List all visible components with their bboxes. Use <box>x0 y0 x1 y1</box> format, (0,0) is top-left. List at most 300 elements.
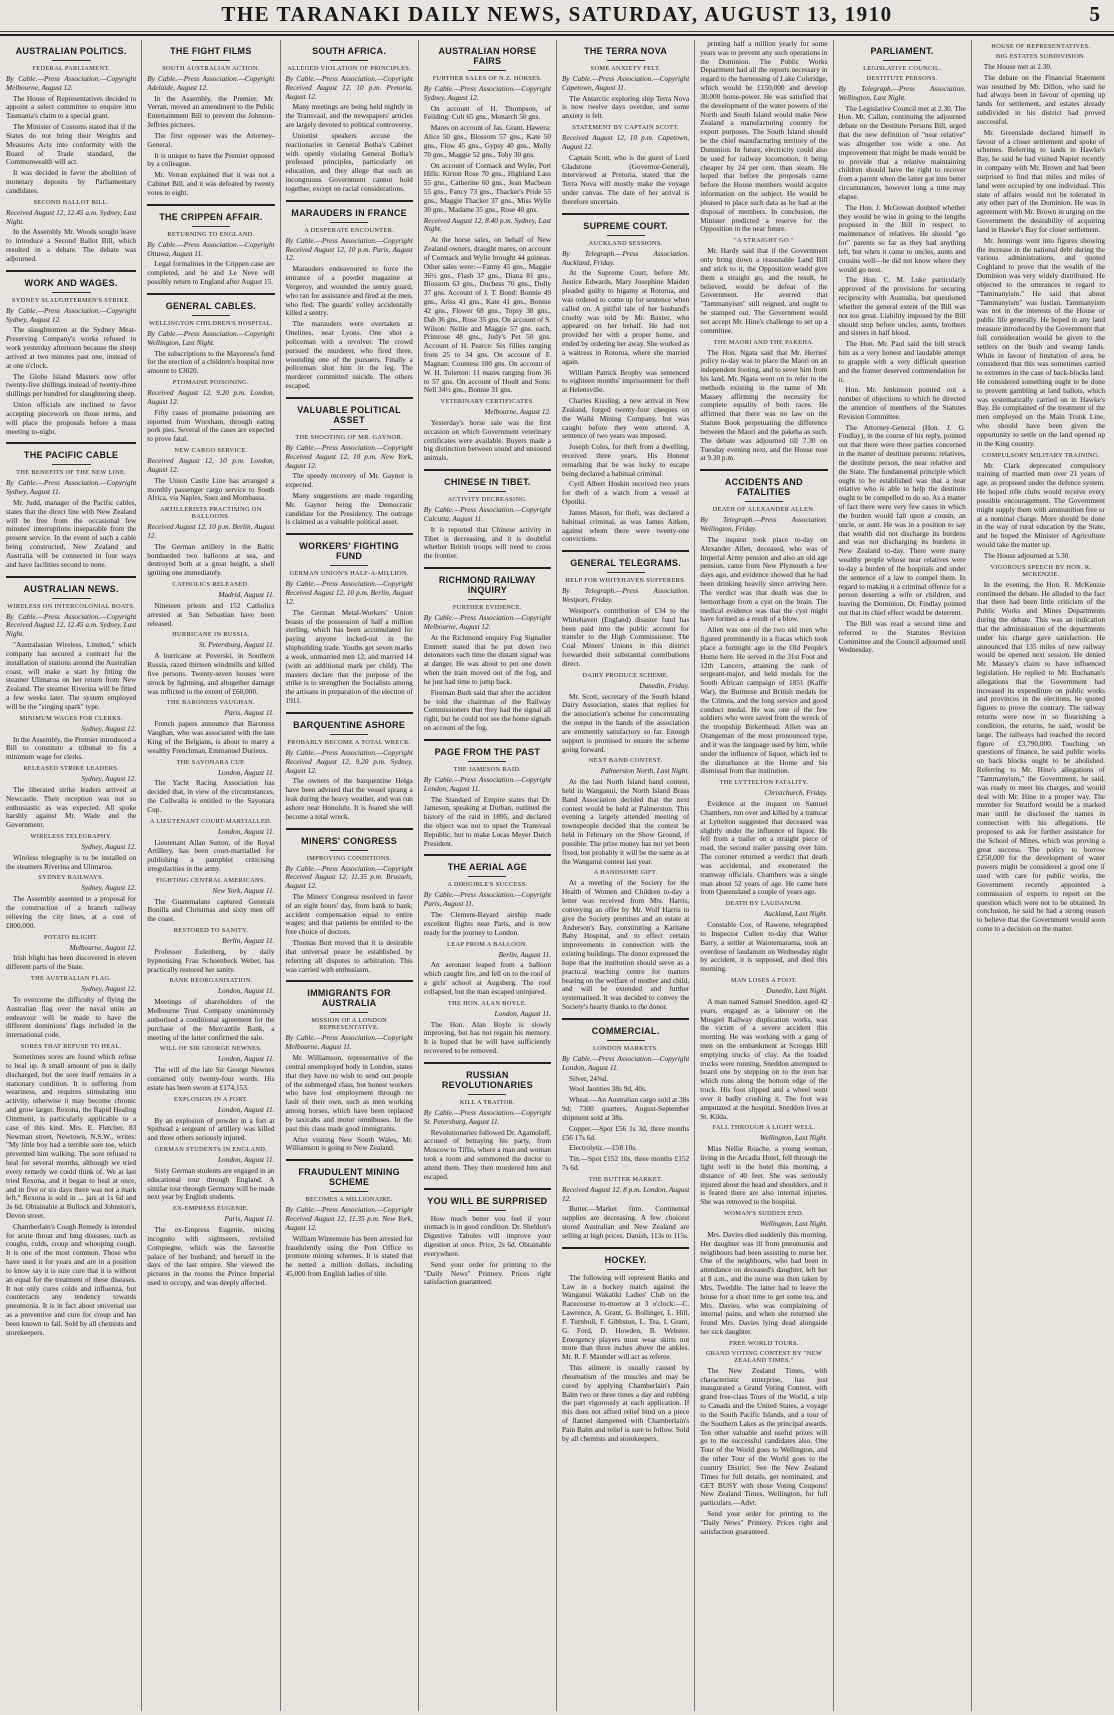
article-paragraph: By Cable.—Press Association.—Copyright Received August 12, 10 p.m. Berlin, August 12. <box>285 579 413 606</box>
subheading: WELLINGTON CHILDREN'S HOSPITAL. <box>149 319 273 327</box>
article-paragraph: Received August 12, 12.45 a.m. Sydney, Last Night. <box>6 207 137 226</box>
subheading: THE BARONESS VAUGHAN. <box>166 699 255 707</box>
section-heading: CHINESE IN TIBET. <box>444 477 531 488</box>
subheading: FALL THROUGH A LIGHT WELL. <box>712 1124 816 1132</box>
section-rule <box>424 1062 551 1064</box>
article-paragraph: The first opposer was the Attorney-General. <box>147 130 275 149</box>
subheading: "A STRAIGHT GO." <box>733 237 794 245</box>
article-paragraph: On account of Cormack and Wylie, Port Hills: Kirton Rose 70 gns., Highland Lass 55 gns., Catherine 60 gns., Jean Macbean 55 gns., Fancy 73 gns., Thacker's Pride 55 gns., Maggie Thacker 37 gns., Miss Wylie 30 gns., Madame 35 gns., Rose 40 gns. <box>423 160 551 214</box>
section-rule <box>424 854 551 856</box>
article-paragraph: The Attorney-General (Hon. J. G. Findlay), in the course of his reply, pointed out that there were three parties concerned in the matter of destitute persons: relatives, the destitute person, the near relative and the State. The fundamental principle which ought to be established was that a near relative who is able to help the destitute ought to be compelled to do so. As a matter of fact there were very few cases in which the burden would fall upon a cousin, an uncle, or aunt. He was in a position to say that wealth did not discharge its burdens and was not discharging its burdens in New Zealand to-day. There were many wealthy people whose near relatives were to-day a burden of the hospitals and under the sentence of a law to compel them. In regard to making it a criminal offence for a person deserting a wife or children, and leaving the Dominion, Dr. Findlay pointed out that its chief effect would be deterrent. <box>838 422 966 618</box>
column-1 <box>4 40 142 1711</box>
article-paragraph: At the last North Island band contest, held in Wanganui, the North Island Brass Band Association decided that the next contest would be held at Palmerston. This evening a largely attended meeting of townspeople decided that the contest be held in February on the Show Ground, if possible. The prize money has not yet been fixed, but probably it will be the same as at the Wanganui contest last year. <box>562 777 690 866</box>
subheading: WIRELESS ON INTERCOLONIAL BOATS. <box>7 602 136 610</box>
heading-rule <box>607 572 645 573</box>
article-paragraph: Berlin, August 11. <box>498 949 551 959</box>
article-paragraph: Send your order for printing to the "Daily News" Printery. Prices right satisfaction guaranteed. <box>423 1259 551 1287</box>
article-paragraph: The Hon. Alan Boyle is slowly improving, but has not regain his memory. It is hoped that he will have sufficiently recovered to be removed. <box>423 1019 551 1056</box>
article-paragraph: Dunedin, Last Night. <box>766 986 828 996</box>
article-paragraph: Hon. Mr. Jenkinson pointed out a number of objections to which he directed the attention of members of the Statutes Revision Committee. <box>838 385 966 421</box>
article-paragraph: The Clement-Bayard airship made excellent flights near Paris, and is now ready for the journey to London. <box>423 910 551 937</box>
subheading: A DIRIGIBLE'S SUCCESS. <box>447 881 528 889</box>
article-paragraph: Lieutenant Allan Sutton, of the Royal Artillery, has been court-martialled for publishing a pamphlet criticising irregularities in the army. <box>147 837 275 873</box>
article-paragraph: Constable Cox, of Rawene, telegraphed to Inspector Cullen to-day that Walter Barry, a settler at Waiotemarama, took an overdose of laudanum on Wednesday night by accident, it is supposed, and died this morning. <box>700 920 828 974</box>
article-paragraph: Copper.—Spot £56 1s 3d, three months £56 17s 6d. <box>562 1123 690 1142</box>
subheading: GERMAN STUDENTS IN ENGLAND. <box>154 1146 268 1154</box>
article-paragraph: Cyril Albert Hoskin received two years for theft of a watch from a vessel at Opotiki. <box>562 479 690 507</box>
article-paragraph: The Antarctic exploring ship Terra Nova is now twelve days overdue, and some anxiety is felt. <box>562 93 690 121</box>
section-rule <box>286 397 413 399</box>
section-rule <box>6 442 136 444</box>
article-paragraph: By Cable.—Press Association.—Copyright Received August 12, 10 p.m. Paris, August 12. <box>285 235 413 263</box>
subheading: FURTHER EVIDENCE. <box>452 604 522 612</box>
section-heading: THE PACIFIC CABLE <box>23 450 119 461</box>
article-paragraph: By Cable.—Press Association.—Copyright London, August 11. <box>562 1053 690 1072</box>
heading-rule <box>330 1191 368 1192</box>
article-paragraph: Joseph Coles, for theft from a dwelling, received three years, His Honour remarking that he was lucky to escape being declared a habitual criminal. <box>562 442 690 478</box>
subheading: GERMAN UNION'S HALF-A-MILLION. <box>289 570 409 578</box>
section-heading: ACCIDENTS AND FATALITIES <box>724 477 803 498</box>
article-paragraph: Tin.—Spot £152 10s, three months £152 7s 6d. <box>562 1154 690 1172</box>
section-heading: VALUABLE POLITICAL ASSET <box>297 404 401 425</box>
section-rule <box>286 533 413 535</box>
section-rule <box>562 550 689 552</box>
article-paragraph: Mr. Williamson, representative of the central unemployed body in London, states that they have no wish to send out people of the submerged class, but honest workers who have lost employment through no fault of their own, such as men working among horses, which have been replaced by taxicabs and motor omnibuses. In the past this class made good immigrants. <box>285 1053 413 1133</box>
article-paragraph: Fireman Burk said that after the accident he told the chairman of the Railway Commissioners that they had the signal all right, but he could not see the home signals on account of the fog. <box>423 687 551 733</box>
article-paragraph: At the horse sales, on behalf of New Zealand owners, draught mares, on account of Cormack and Wylie brought 44 guineas. Other sales were:—Fanny 45 gns., Maggie 36½ gns., Flash 37 gns., Diana 81 gns., Blossom 63 gns., Duchess 70 gns., Dolly 37 gns. Account of J. T. Bond: Bonnie 49 gns., Ariss 41 gns., Kate 41 gns., Bonnie 42 gns., Flower 68 gns., Topsy 38 gns., Dab 36 gns., Rose 35 gns. On account of S. Wilson: Nellie and Maggie 57 gns. each, Primrose 48 gns., Judy's Pet 50 gns. Account of H. Pearce: Six fillies ranging from 25 to 34 gns. On account of F. Magnan: Countess 100 gns. On account of W. H. Tolerton: 11 mares ranging from 36 to 57 gns. On account of Hoult and Sons: Nell 34½ gns., Bonnie 31 gns. <box>423 235 551 395</box>
article-paragraph: By Telegraph.—Press Association. Wellington, Last Night. <box>838 84 966 102</box>
section-rule <box>700 469 827 471</box>
article-paragraph: It was decided in favor the abolition of monetary deposits by Parliamentary candidates. <box>6 168 137 195</box>
section-heading: THE FIGHT FILMS <box>170 46 252 56</box>
section-heading: THE AERIAL AGE <box>447 862 528 873</box>
article-paragraph: Miss Nellie Roache, a young woman, living in the Arcadia Hotel, fell through the light well in the hotel this morning, a distance of 40 feet. She was seriously injured about the head and shoulders, and it is feared there are also internal injuries. She was removed to the hospital. <box>700 1144 828 1207</box>
subheading: FEDERAL PARLIAMENT. <box>32 65 110 72</box>
article-paragraph: Wheat.—An Australian cargo sold at 38s 9d; 7300 quarters, August-September shipment sold at 38s. <box>562 1095 690 1122</box>
section-heading: YOU WILL BE SURPRISED <box>427 1195 548 1206</box>
subheading: KILL A TRAITOR. <box>459 1098 515 1106</box>
article-paragraph: On account of H. Thompson, of Feilding: Colt 65 gns., Monarch 50 gns. <box>423 103 551 122</box>
article-paragraph: The speedy recovery of Mr. Gaynor is expected. <box>285 471 413 490</box>
article-paragraph: Mrs. Davies died suddenly this morning. Her daughter was ill from pneumonia and neighbours had been assisting to nurse her. One of the neighbours, who had been in attendance on deceased's daughter, left her at 8 a.m., and the nurse was then taken by Mrs. Tweddle. The latter had to leave the house for a short time to get some tea, and Mrs. Davies, who was complaining of internal pains, and when she returned she found Mrs. Davies lying dead alongside her sick daughter. <box>700 1229 828 1336</box>
article-paragraph: William Wintemute has been arrested for fraudulently using the Post Office to promote mining schemes. It is stated that he netted a million dollars, including 45,000 from English ladies of title. <box>285 1233 413 1279</box>
subheading: BECOMES A MILLIONAIRE. <box>305 1196 393 1204</box>
article-paragraph: By Cable.—Press Association.—Copyright St. Petersburg, August 11. <box>423 1107 551 1126</box>
article-paragraph: By Cable.—Press Association.—Copyright Sydney, August 12. <box>423 84 551 102</box>
article-paragraph: Butter.—Market firm. Continental supplies are decreasing. A few choicest stored Australian and New Zealand are selling at high prices. Danish, 113s to 115s. <box>562 1204 690 1240</box>
article-paragraph: Mares on account of Jas. Grant, Hawera: Alice 50 gns., Blossom 57 gns., Kate 50 gns., Flow 45 gns., Gypsy 40 gns., Molly 70 gns., Maggie 52 gns., Toby 30 gns. <box>423 123 551 159</box>
subheading: VIGOROUS SPEECH BY HON. R. MCKENZIE. <box>990 563 1092 578</box>
heading-rule <box>745 501 783 502</box>
article-paragraph: Meetings of shareholders of the Melbourne Trust Company unanimously authorised a conditional agreement for the purchase of the Mercantile Bank, a meeting of the latter confirmed the sale. <box>147 997 275 1042</box>
article-paragraph: Palmerston North, Last Night. <box>600 766 690 776</box>
page-number: 5 <box>1089 2 1100 26</box>
heading-rule <box>192 226 230 227</box>
article-paragraph: An aeronaut leaped from a balloon which caught fire, and fell on to the roof of a girls' school at Augsberg. The roof collapsed, but the man escaped uninjured. <box>423 960 551 996</box>
article-paragraph: Silver, 24⅝d. <box>569 1073 609 1083</box>
heading-rule <box>468 1094 506 1095</box>
article-paragraph: By Cable.—Press Association.—Copyright Received August 12, 11.35 p.m. New York, August 12. <box>285 1205 413 1232</box>
heading-rule <box>52 464 91 465</box>
heading-rule <box>330 734 368 735</box>
section-heading: RUSSIAN REVOLUTIONARIES <box>441 1069 533 1090</box>
subheading: PROBABLY BECOME A TOTAL WRECK. <box>287 738 411 746</box>
subheading: RELEASED STRIKE LEADERS. <box>23 765 120 773</box>
article-paragraph: The Assembly assented to a proposal for the construction of a branch railway relieving the city lines, at a cost of £800,000. <box>6 894 137 930</box>
article-paragraph: Union officials are inclined to favor accepting piecework on those terms, and will place the proposals before a mass meeting to-night. <box>6 400 137 436</box>
article-paragraph: Wellington, Last Night. <box>760 1219 828 1229</box>
article-paragraph: The will of the late Sir George Newnes contained only twenty-four words. His estate has been sworn at £174,153. <box>147 1065 275 1092</box>
heading-rule <box>192 315 230 316</box>
article-paragraph: Thomas Burt moved that it is desirable that universal peace be established by referring all disputes to arbitration. This was carried with enthusiasm. <box>285 938 413 974</box>
article-paragraph: Legal formalities in the Crippen case are completed, and he and Le Neve will possibly return to England after August 15. <box>147 259 275 287</box>
article-paragraph: The Yacht Racing Association has decided that, in view of the circumstances, the Cullwalla is entitled to the Sayonara Cup. <box>147 778 275 814</box>
article-paragraph: By an explosion of powder in a fort at Spithead a sergeant of artillery was killed and three others seriously injured. <box>147 1115 275 1143</box>
subheading: SECOND BALLOT BILL. <box>33 198 109 206</box>
article-paragraph: Received August 12, 8 p.m. London, August 12. <box>562 1184 690 1203</box>
section-heading: RICHMOND RAILWAY INQUIRY <box>438 575 536 596</box>
article-paragraph: Mr. Jennings went into figures showing the increase in the national debt during the various administrations, and quoted Coghland to prove that the wealth of the Dominion was very widely distributed. He objected to the utterances in regard to "Tammanyism." He said that about "Tammanyism" was fustian. Tammanyism was not in the interests of the House or public life generally. He hoped in any land measure introduced by the Government that full consideration would be given to the settlers on the bush and swamp lands. While in favour of limitation of area, he considered that this was sometimes carried to extremes in the case of back-blocks land. He considered something ought to be done to prevent gambling at land ballots, which was systematically carried on in Hawke's Bay. He complained of the treatment of the men employed on the Main Trunk Line, who should have been given the opportunity to settle on the land opened up in the King country. <box>976 235 1106 448</box>
heading-rule <box>52 292 91 293</box>
article-paragraph: Many meetings are being held nightly in the Transvaal, and the newspapers' articles are largely devoted to political controversy. <box>285 102 413 130</box>
article-paragraph: The owners of the barquentine Helga have been advised that the vessel sprang a leak during the heavy weather, and was run ashore near Honolulu. It is feared she will become a total wreck. <box>285 776 413 821</box>
heading-rule <box>607 60 645 61</box>
section-rule <box>286 200 413 202</box>
subheading: RESTORED TO SANITY. <box>173 927 249 935</box>
section-rule <box>562 1247 689 1249</box>
subheading: NEW CARGO SERVICE. <box>174 447 248 455</box>
subheading: VETERINARY CERTIFICATES. <box>440 398 535 406</box>
heading-rule <box>883 60 921 61</box>
article-paragraph: Wool Jaonties 38s 9d, 40s. <box>569 1084 647 1094</box>
article-paragraph: Melbourne, August 12. <box>69 942 137 952</box>
section-rule <box>424 1188 551 1190</box>
section-heading: MINERS' CONGRESS <box>301 835 398 846</box>
article-paragraph: printing half a million yearly for some years was to prevent any such operations in the Dominion. The Public Works Department had all the reports necessary in regard to the harnessing of Lake Coleridge, which would be £150,000 and develop 30,000 horse-power. He was satisfied that the development of the water powers of the North and South Island would make New Zealand a manufacturing country for export purposes. The South Island should be the chief manufacturing territory of the Dominion. In future, electricity could also be used for railway locomotion, it being cheaper by 24 per cent. than steam. He hoped that before the proposals came before the House members would acquire information on the subject. He would be pleased to place such data as he had at the disposal of members. In conclusion, the Minister predicted a reserve for the Opposition in the near future. <box>700 40 828 234</box>
heading-rule <box>468 1210 506 1211</box>
subheading: THE JAMESON RAID. <box>453 765 522 773</box>
article-paragraph: The Hon. Ngata said that Mr. Herries' policy to-day was to place the Maori on an independent footing, and to sever him from his land. Mr. Ngata went on to refer to the methods existing in the name of Mr. Massey affirming the necessity for complete equality of both races. He affirmed that there was no law on the Statute Book perpetuating the difference between the Maori and the pakeha as such. The debate was adjourned till 7.30 on Tuesday evening next, and the House rose at 9.30 p.m. <box>700 347 828 463</box>
subheading: THE SAYONARA CUP. <box>176 758 246 766</box>
subheading: THE HON. ALAN BOYLE. <box>447 999 527 1007</box>
column-3 <box>281 40 419 1711</box>
section-heading: IMMIGRANTS FOR AUSTRALIA <box>307 988 391 1009</box>
article-paragraph: Mr. Greenslade declared himself in favour of a closer settlement and spoke of schemes. Referring to lands in Hawke's Bay, he said he had visited Napier recently in company with Mr. Brown and had been surprised to find that miles and miles of land were occupied by one individual. This state of affairs would not be tolerated in any other part of the Dominion. He was in agreement with Mr. Brown in urging on the Government the desirability of acquiring land in Hawke's Bay for closer settlement. <box>976 127 1105 234</box>
section-rule <box>286 980 413 982</box>
article-paragraph: The Hon. J. McGowan doubted whether they would be wise in going to the lengths proposed in the Bill in respect to maintenance of relatives. He should "go for" parents so far as they had anything left, but when it came to uncles, aunts and cousins well—he did not know where they would go next. <box>838 202 966 274</box>
article-paragraph: By Cable.—Press Association.—Copyright Sydney, August 12. <box>6 305 137 324</box>
article-paragraph: The Union Castle Line has arranged a monthly passenger cargo service to South Africa, via Naples, Suez and Mombassa. <box>147 475 275 503</box>
heading-rule <box>468 491 506 492</box>
subheading: MISSION OF A LONDON REPRESENTATIVE. <box>311 1017 388 1032</box>
subheading: THE BENEFITS OF THE NEW LINE. <box>16 469 127 477</box>
subheading: A HANDSOME GIFT. <box>593 869 658 877</box>
article-paragraph: Mr. Clark deprecated compulsory training of married men over 21 years of age, as proposed under the defence system. He hoped rifle clubs would receive every possible encouragement. The Government might supply them with ammunition free or at a nominal charge. More should be done in the way of rural education by the State, and he hoped the Minister of Agriculture would take the matter up. <box>976 460 1105 550</box>
article-paragraph: Received August 12, 10 p.m. Capetown, August 12. <box>562 133 690 151</box>
subheading: GRAND VOTING CONTEST BY "NEW ZEALAND TIMES." <box>705 1349 823 1364</box>
article-paragraph: How much better you feel if your stomach is in good condition. Dr. Sheldon's Digestive Tabules will improve your digestion at once. Price, 2s 6d. Obtainable everywhere. <box>423 1213 551 1258</box>
article-paragraph: Received August 12, 8.40 p.m. Sydney, Last Night. <box>423 215 551 234</box>
heading-rule <box>468 761 506 762</box>
article-paragraph: It is unique to have the Premier opposed by a colleague. <box>147 150 275 169</box>
column-8 <box>972 40 1110 1711</box>
article-paragraph: The debate on the Financial Statement was resumed by Mr. Dillon, who said he had always been in favour of opening up lands for settlement, and estates already subdivided in his district had proved successful. <box>976 72 1105 126</box>
article-paragraph: Electrolytic.—£58 10s. <box>569 1143 637 1153</box>
section-heading: COMMERCIAL. <box>591 1025 660 1036</box>
article-paragraph: By Cable.—Press Association.—Copyright Received August 12, 12.45 a.m. Sydney, Last Night. <box>6 611 137 639</box>
article-paragraph: Christchurch, Friday. <box>764 788 828 798</box>
article-paragraph: By Cable.—Press Association.—Copyright London, August 11. <box>423 774 551 793</box>
article-paragraph: Nineteen priests and 152 Catholics arrested at San Sebastian have been released. <box>147 600 275 628</box>
article-paragraph: The New Zealand Times, with characteristic enterprise, has just inaugurated a Grand Voting Contest, with grand free-class Tours of the World, a trip to Canada and the United States, a voyage to the South Pacific Islands, and a tour of the Southern Lakes as the principal awards. Ten other valuable and useful prizes will go to the successful candidates also. One Tour of the World goes to Wellington, and the other Tour of the World goes to the country District. See the New Zealand Times for full details, get nominated, and GET BUSY with those Voting Coupons! New Zealand Times, Wellington, for full particulars.—Advt. <box>700 1365 828 1508</box>
section-heading: PAGE FROM THE PAST <box>434 746 541 757</box>
article-paragraph: By Cable.—Press Association.—Copyright Adelaide, August 12. <box>147 74 275 92</box>
article-paragraph: The Standard of Empire states that Dr. Jameson, speaking at Durban, outlined the history of the raid in 1895, and declared the object was not to upset the Transvaal Republic, but to make Lucas Meyer Dutch President. <box>423 794 551 848</box>
heading-rule <box>192 60 230 61</box>
column-7 <box>834 40 972 1711</box>
subheading: BANK REORGANISATION. <box>169 977 253 985</box>
article-paragraph: By Cable.—Press Association.—Copyright Received August 12, 10 p.m. Pretoria, August 12. <box>285 74 413 101</box>
article-paragraph: The Minister of Customs stated that if the States do not bring their Weights and Measures Acts into conformity with the Board of Trade standard, the Commonwealth will act. <box>6 122 137 167</box>
article-paragraph: Send your order for printing to the "Daily News" Printery. Prices right and satisfaction guaranteed. <box>700 1509 828 1536</box>
article-paragraph: The ex-Empress Eugenie, mixing incognito with sightseers, revisited Compiegne, which was the favourite palace of her husband, and herself in the days of the last empire. She viewed the pictures in the rooms the Prince Imperial used to occupy, and was deeply affected. <box>147 1225 275 1287</box>
article-paragraph: By Cable.—Press Association.—Copyright Received August 12, 10 p.m. New York, August 12. <box>285 442 413 470</box>
article-paragraph: Wireless telegraphy is to be installed on the steamers Riverina and Ulimaroa. <box>6 852 137 871</box>
article-paragraph: By Cable.—Press Association.—Copyright Melbourne, August 12. <box>6 74 137 92</box>
subheading: THE BUTTER MARKET. <box>588 1175 663 1183</box>
article-paragraph: By Cable.—Press Association.—Copyright Capetown, August 11. <box>562 74 690 92</box>
article-paragraph: London, August 11. <box>218 986 275 996</box>
heading-rule <box>468 876 506 877</box>
subheading: THE MAORI AND THE PAKEHA. <box>713 338 815 346</box>
article-paragraph: At the Richmond enquiry Fog Signaller Emmett stated that he put down two detonators each time the distant signal was at danger. He was about to put one down when the train moved out of the fog, and he just had time to jump back. <box>423 632 551 686</box>
subheading: A LIEUTENANT COURT-MARTIALLED. <box>149 817 272 825</box>
article-paragraph: At the Supreme Court, before Mr. Justice Edwards, Mary Josephine Maiden pleaded guilty to bigamy at Rotorua, and was ordered to come up for sentence when called on. A pitiful tale of her husband's cruelty was told by Mr. Baxter, who appeared on her behalf. He had not provided her with a proper home, and ended by ordering her away. She worked as a waitress in Rotorua, where she married again. <box>562 268 690 366</box>
column-4 <box>419 40 557 1711</box>
heading-rule <box>468 70 506 71</box>
article-paragraph: Sydney, August 12. <box>81 984 137 994</box>
article-paragraph: Chamberlain's Cough Remedy is intended for acute throat and lung diseases, such as coughs, colds, croup and whooping cough. It is one of the most common. Those who have used it for years and are in a position to know say it is sure cure that it is without an equal for the treatment of these diseases. It not only cures colds and influenza, but counteracts any tendency towards pneumonia. It is in fact about universal use as a preventive and cure for croup and has been known to fail. Sold by all chemists and storekeepers. <box>6 1221 137 1337</box>
heading-rule <box>330 1012 368 1013</box>
section-rule <box>286 712 413 714</box>
subheading: FIGHTING CENTRAL AMERICANS. <box>156 876 266 884</box>
subheading: SOUTH AUSTRALIAN ACTION. <box>162 65 260 72</box>
subheading: PTOMAINE POISONING. <box>172 379 249 387</box>
article-paragraph: By Cable.—Press Association.—Copyright Melbourne, August 11. <box>285 1033 413 1052</box>
article-paragraph: It is reported that Chinese activity in Tibet is decreasing, and it is doubtful whether British troops will need to cross the frontier. <box>423 524 551 561</box>
article-paragraph: James Mason, for theft, was declared a habitual criminal, as was James Aitken, against whom there were twenty-one convictions. <box>562 507 690 544</box>
subheading: THE AUSTRALIAN FLAG. <box>30 975 112 983</box>
article-paragraph: The Guatemalans captured Generals Bonilla and Christmas and sixty men off the coast. <box>147 896 275 924</box>
article-paragraph: Sydney, August 12. <box>81 723 137 733</box>
subheading: RETURNING TO ENGLAND. <box>167 230 255 238</box>
article-paragraph: London, August 11. <box>218 826 275 836</box>
article-paragraph: In the Assembly, the Premier introduced a Bill to constitute a tribunal to fix a minimum wage for clerks. <box>6 734 137 762</box>
article-paragraph: Paris, August 11. <box>224 1214 275 1224</box>
section-heading: BARQUENTINE ASHORE <box>293 719 406 730</box>
article-paragraph: Sometimes sores are found which refuse to heal up. A small amount of pus is daily discharged, but the sore itself remains in a stationary condition. It is suffering from weariness, and requires stimulating into activity, otherwise it may become chronic and grow larger. Rexona, the Rapid Healing Ointment, is particularly applicable to a case of this kind. Mrs. E. Fletcher, 83 Newman street, Newtown, N.S.W., writes: "My little boy had a terrible sore toe, which prevented him walking. The sore refused to heal for several months, although we tried every remedy we could think of. We at last tried Rexona, and it began to heal at once, and in five or six days there was not a mark left." Rexona is sold in ... jars at 1s 6d and 3s 6d. Obtainable at Bullock and Johnston's, Devon street. <box>6 1052 137 1220</box>
article-paragraph: Received August 12, 9.20 p.m. London, August 12. <box>147 388 275 406</box>
article-paragraph: The following will represent Banks and Law in a hockey match against the Wanganui Wakatiki Ladies' Club on the Racecourse to-morrow at 3 o'clock:—C. Lawrence, A. Grant, G. Bollinger, L. Hill, F. Turnbull, F. Gibbston, L. Tea, I. Grant, G. Ford, D. Howden, B. Webster. Emergency players must wear skirts not more than three inches above the ankles. Mr. R. F. Maunder will act as referee. <box>562 1272 690 1362</box>
heading-rule <box>52 598 91 599</box>
heading-rule <box>330 850 368 851</box>
heading-rule <box>52 60 91 61</box>
article-paragraph: The inquest took place to-day on Alexander Allen, deceased, who was of Imperial Army pension and also an old age pension, came from New Plymouth a few days ago, and evidence showed that he had been drinking heavily since arriving here. The verdict was that death was due to hemorrhage from a cyst on the brain. The medical evidence was that the cyst might have formed as a result of a blow. <box>700 534 828 624</box>
subheading: AUCKLAND SESSIONS. <box>588 239 663 247</box>
subheading: EXPLOSION IN A FORT. <box>173 1095 248 1103</box>
column-5 <box>557 40 695 1711</box>
article-paragraph: "Australasian Wireless, Limited," which company has secured a contract for the installation of stations around the Australian coast, will make a start by fitting the steamer Ulimaroa on her return from New Zealand. The steamer Riverina will be fitted a few weeks later. The system employed will be the "singing spark" type. <box>6 640 137 711</box>
section-rule <box>286 828 413 830</box>
section-heading: AUSTRALIAN NEWS. <box>23 583 119 594</box>
article-paragraph: The slaughtermen at the Sydney Meat-Preserving Company's works refused to work yesterday afternoon because the sheep arrived at two minutes past one, instead of at one o'clock. <box>6 325 137 370</box>
subheading: THE LYTTELTON FATALITY. <box>719 779 809 787</box>
article-paragraph: St. Petersburg, August 11. <box>198 640 275 650</box>
article-paragraph: In the Assembly, the Premier, Mr. Verran, moved an amendment to the Public Entertainment Bill to prevent the Johnson-Jeffries pictures. <box>147 93 275 130</box>
article-paragraph: Unionist speakers accuse the reactionaries in General Botha's Cabinet with openly violating General Botha's professed principles, particularly on education, and they allege that such an incongruous Government cannot hold together, except on racial considerations. <box>285 130 413 193</box>
article-paragraph: Mr. Judd, manager of the Pacific cables, states that the direct line with New Zealand will be free from the occasional few minutes' interruptions inseparable from the present service. In the event of such a cable being constructed, New Zealand and Australia will be connected in four ways and have facilities second to none. <box>6 497 137 569</box>
subheading: POTATO BLIGHT. <box>44 933 99 941</box>
article-paragraph: The subscriptions to the Mayoress's fund for the erection of a children's hospital now amount to £3020. <box>147 348 275 376</box>
article-paragraph: Auckland, Last Night. <box>763 909 828 919</box>
subheading: ARTILLERISTS PRACTISING ON BALLOONS. <box>160 506 262 521</box>
article-paragraph: Dunedin, Friday. <box>639 680 690 690</box>
subheading: DESTITUTE PERSONS. <box>866 75 938 82</box>
article-paragraph: Sixty German students are engaged in an educational tour through England. A similar tour through Germany will be made next year by English students. <box>147 1165 275 1202</box>
article-paragraph: By Cable.—Press Association.—Copyright Received August 12, 9.20 p.m. Sydney, August 12. <box>285 747 413 775</box>
subheading: EX-EMPRESS EUGENIE. <box>173 1205 249 1213</box>
article-paragraph: To overcome the difficulty of flying the Australian flag over the naval units an endeavour will be made to have the different dominions' flags included in the international code. <box>6 994 137 1040</box>
article-paragraph: Charles Kissling, a new arrival in New Zealand, forged twenty-four cheques on the Waihi Mining Company, but was caught before they were uttered. A sentence of two years was imposed. <box>562 396 690 441</box>
article-paragraph: At a meeting of the Society for the Health of Women and Children to-day a letter was received from Mrs. Harris, conveying an offer by Mr. Wolf Harris to give the Society premises and an estate at Anderson's Bay, constituting a Karitane Baby Hospital, and to effect certain improvements in connection with the existing buildings. The donor expressed the hope that the institution should serve as a practical teaching centre for matters bearing on the welfare of mother and child, and will be extended and further systematised. It was decided to convey the Society's hearty thanks to the donor. <box>562 878 690 1012</box>
article-paragraph: The German artillery in the Baltic bombarded two balloons at sea, and destroyed both at a great height, a shell igniting one immediately. <box>147 541 275 578</box>
subheading: WOMAN'S SUDDEN END. <box>723 1210 804 1218</box>
article-paragraph: By Cable.—Press Association.—Copyright Paris, August 11. <box>423 890 551 909</box>
masthead-title: THE TARANAKI DAILY NEWS, SATURDAY, AUGUST 13, 1910 <box>221 2 893 26</box>
article-paragraph: After visiting New South Wales, Mr. Williamson is going to New Zealand. <box>285 1134 413 1153</box>
article-paragraph: Mr. Verran explained that it was not a Cabinet Bill, and it was defeated by twenty votes to eight. <box>147 170 275 197</box>
section-heading: GENERAL CABLES. <box>165 300 257 311</box>
article-paragraph: By Cable.—Press Association.—Copyright Wellington, Last Night. <box>147 328 275 347</box>
section-heading: FRAUDULENT MINING SCHEME <box>298 1167 400 1188</box>
article-paragraph: The House of Representatives decided to appoint a select committee to enquire into Tasmania's claim to a special grant. <box>6 93 137 121</box>
section-rule <box>286 1159 413 1161</box>
article-paragraph: Professor Eulenberg, by daily hypnotising Frau Schoenbeck Weber, has practically restored her sanity. <box>147 946 275 974</box>
article-paragraph: Fifty cases of ptomaine poisoning are reported from Wrexham, through eating pork pies. Several of the cases are expected to prove fatal. <box>147 407 275 444</box>
article-paragraph: Berlin, August 11. <box>222 936 275 946</box>
subheading: HOUSE OF REPRESENTATIVES. <box>991 43 1091 50</box>
section-rule <box>424 739 551 741</box>
subheading: COMPULSORY MILITARY TRAINING. <box>982 451 1100 459</box>
subheading: DEATH BY LAUDANUM. <box>725 900 803 908</box>
section-heading: HOCKEY. <box>604 1254 647 1265</box>
article-paragraph: A hurricane at Poverski, in Southern Russia, razed thirteen windmills and killed five persons. Twenty-seven houses were struck by lightning, and altogether damage was inflicted to the extent of £60,000. <box>147 651 275 696</box>
section-rule <box>562 1018 689 1020</box>
article-paragraph: Many suggestions are made regarding Mr. Gaynor being the Democratic candidate for the Presidency. The outrage is claimed as a valuable political asset. <box>285 490 413 527</box>
article-paragraph: The House met at 2.30. <box>983 62 1052 71</box>
section-rule <box>6 270 136 272</box>
article-paragraph: Wellington, Last Night. <box>760 1133 828 1143</box>
article-paragraph: Yesterday's horse sale was the first occasion on which Government veterinary certificates were available. Buyers made a big distinction between sound and unsound animals. <box>423 417 551 463</box>
subheading: SORES THAT REFUSE TO HEAL. <box>20 1043 122 1051</box>
subheading: MAN LOSES A FOOT. <box>730 977 797 985</box>
section-rule <box>424 469 551 471</box>
subheading: WIRELESS TELEGRAPHY. <box>30 833 112 840</box>
article-paragraph: This ailment is usually caused by rheumatism of the muscles and may be cured by applying Chamberlain's Pain Balm two or three times a day and rubbing the part vigorously at each application. If this does not afford relief bind on a piece of flannel dampened with Chamberlain's Pain Balm and relief is sure to follow. Sold by all chemists and storekeepers. <box>562 1363 690 1443</box>
subheading: CATHOLICS RELEASED. <box>172 581 250 589</box>
article-paragraph: Revolutionaries followed Dr. Agamoloff, accused of betraying his party, from Moscow to Tiflis, where a man and woman took a room and summoned the doctor to attend them. They then murdered him and escaped. <box>423 1127 551 1181</box>
article-columns <box>4 40 1110 1711</box>
article-paragraph: The Globe Island Masters now offer twenty-five shillings instead of twenty-three shillings per hundred for slaughtering sheep. <box>6 371 137 399</box>
subheading: FURTHER SALES OF N.Z. HORSES. <box>432 75 543 82</box>
article-paragraph: London, August 11. <box>218 767 275 777</box>
article-paragraph: By Cable.—Press Association.—Copyright Ottawa, August 11. <box>147 239 275 258</box>
masthead-rule <box>0 31 1114 32</box>
article-paragraph: Allen was one of the two old men who figured prominently in a fracas which took place a fortnight ago in the Old People's Home here. He served in the 31st Foot and 12th Lancers, attaining the rank of sergeant-major, and held medals for the South African campaign of 1851 (Kaffir War), the Burmese and British medals for the Crimea, and the long service and good conduct medal. He was one of the few soldiers who were saved from the wreck of the troopship Birkenhead. Allen was an Orangeman of the most pronounced type, and it was the language used by him, while under the influence of liquor, which led to the disturbance at the Home and his dismissal from that institution. <box>700 625 828 776</box>
article-paragraph: London, August 11. <box>218 1054 275 1064</box>
article-paragraph: The German Metal-Workers' Union boasts of the possession of half a million sterling, which has been accumulated for paying anyone locked-out in the shipbuilding trade. Youths get seven marks a week, unmarried men 12, and married 14 (with an additional mark per child). The masters declare that the purpose of the strike is to strengthen the Socialists among the artisans in preparation of the election of 1911. <box>285 607 413 706</box>
subheading: FREE WORLD TOURS. <box>729 1339 799 1347</box>
article-paragraph: Sydney, August 12. <box>81 842 137 851</box>
article-paragraph: William Patrick Brophy was sentenced to eighteen months' imprisonment for theft at Helensville. <box>562 367 690 395</box>
subheading: SOME ANXIETY FELT. <box>590 65 661 72</box>
article-paragraph: By Cable.—Press Association.—Copyright Calcutta, August 11. <box>423 505 551 523</box>
article-paragraph: Madrid, August 11. <box>218 590 275 600</box>
section-heading: WORK AND WAGES. <box>24 277 118 288</box>
section-heading: AUSTRALIAN HORSE FAIRS <box>438 46 537 66</box>
article-paragraph: London, August 11. <box>218 1104 275 1114</box>
section-heading: MARAUDERS IN FRANCE <box>291 207 407 218</box>
section-rule <box>424 567 551 569</box>
heading-rule <box>330 429 368 430</box>
section-heading: PARLIAMENT. <box>870 46 934 56</box>
subheading: NEXT BAND CONTEST. <box>588 757 663 765</box>
article-paragraph: Paris, August 11. <box>224 708 275 718</box>
section-rule <box>147 293 274 295</box>
section-heading: SUPREME COURT. <box>583 220 668 231</box>
article-paragraph: Mr. Hardy said that if the Government only bring down a reasonable Land Bill and stick to it, the Opposition would give them a straight go, and the result, he believed, would be defeat of the Government. He averred that "Tammanyism" still reigned, and ought to be stamped out. The Government would not accept Mr. Hine's challenge to set up a committee. <box>700 246 828 335</box>
article-paragraph: Sydney, August 12. <box>81 774 137 784</box>
article-paragraph: Received August 12, 10 p.m. Berlin, August 12. <box>147 522 275 540</box>
article-paragraph: By Telegraph.—Press Association. Auckland, Friday. <box>562 248 690 267</box>
heading-rule <box>330 565 368 566</box>
article-paragraph: Melbourne, August 12. <box>484 407 551 417</box>
section-heading: AUSTRALIAN POLITICS. <box>15 46 127 56</box>
article-paragraph: Irish blight has been discovered in eleven different parts of the State. <box>6 953 137 972</box>
article-paragraph: By Cable.—Press Association.—Copyright Melbourne, August 12. <box>423 613 551 631</box>
article-paragraph: Mr. Scott, secretary of the South Island Dairy Association, states that replies for the association's scheme for concentrating the output in the hands of the association are eminently satisfactory so far. Enough support is promised to ensure the scheme going forward. <box>562 691 690 754</box>
subheading: THE SHOOTING OF MR. GAYNOR. <box>295 433 403 441</box>
column-2 <box>142 40 280 1711</box>
article-paragraph: The Miners' Congress resolved in favor of an eight hours' day, from bank to bank; accident compensation equal to entire wages; and that patients be entitled to the free choice of doctors. <box>285 892 413 937</box>
section-heading: WORKERS' FIGHTING FUND <box>299 541 399 562</box>
article-paragraph: By Cable.—Press Association.—Copyright Sydney, August 11. <box>6 478 137 497</box>
subheading: SYDNEY RAILWAYS. <box>38 874 104 882</box>
article-paragraph: The House adjourned at 5.30. <box>983 550 1071 560</box>
subheading: STATEMENT BY CAPTAIN SCOTT. <box>572 124 679 132</box>
article-paragraph: Marauders endeavoured to force the entrance of a powder magazine at Vergeroy, and wounded the sentry guard, who ran for assistance and fired at the men, who fled. The guards' volley accidentally killed a sentry. <box>285 264 413 318</box>
heading-rule <box>468 599 506 600</box>
section-heading: SOUTH AFRICA. <box>312 46 387 56</box>
heading-rule <box>330 60 368 61</box>
subheading: HELP FOR WHITEHAVEN SUFFERERS. <box>565 577 686 585</box>
article-paragraph: New York, August 11. <box>212 885 275 895</box>
article-paragraph: The marauders were overtaken at Onelines, near Lyons. One shot a policeman with a revolver. The crowd pursued the murderer, who fired three, wounding one of the pursuers. Finally a policeman shot him in the leg. The murderer committed suicide. The others escaped. <box>285 319 413 391</box>
heading-rule <box>330 222 368 223</box>
subheading: BIG ESTATES SUBDIVISION. <box>995 53 1086 60</box>
article-paragraph: London, August 11. <box>218 1155 275 1165</box>
article-paragraph: In the evening, the Hon. R. McKenzie continued the debate. He alluded to the fact that there had been little criticism of the Public Works and Mines Departments during the debate. This was an indication that the administration of the departments under his charge gave satisfaction. He announced that 135 miles of new railway would be opened next session. He denied Mr. Massey's claim to have influenced legislation. He replied to Mr. Buchanan's allegations that the Government had increased its expenditure on public works and provinces in the elections, he quoted figures to prove the contrary. The railway returns were now in so flourishing a condition, the returns, he said, would be large. The railways had reached the record figure of £3,790,000. Touching on questions of finance, he said public works on back blocks ought to be abolished. Referring to Mr. Hine's allegations of "Tammanyism," the Government, he said, was ready to meet his charges, and would deal with Mr. Hine in a proper way. The member for Stratford would be a marked man until he disclosed the names in connection with his allegations. He proposed to ask for further assistance for the School of Mines, which was proving a great success. The policy to borrow £250,000 for the development of water powers might be considered a good one if used with care for public works, the Government recently appointed a commission of experts to report on the question which were not to be obtained. In conclusion, he said he had a strong reason to believe that the Government would soon come to a decision on the matter. <box>976 579 1105 934</box>
